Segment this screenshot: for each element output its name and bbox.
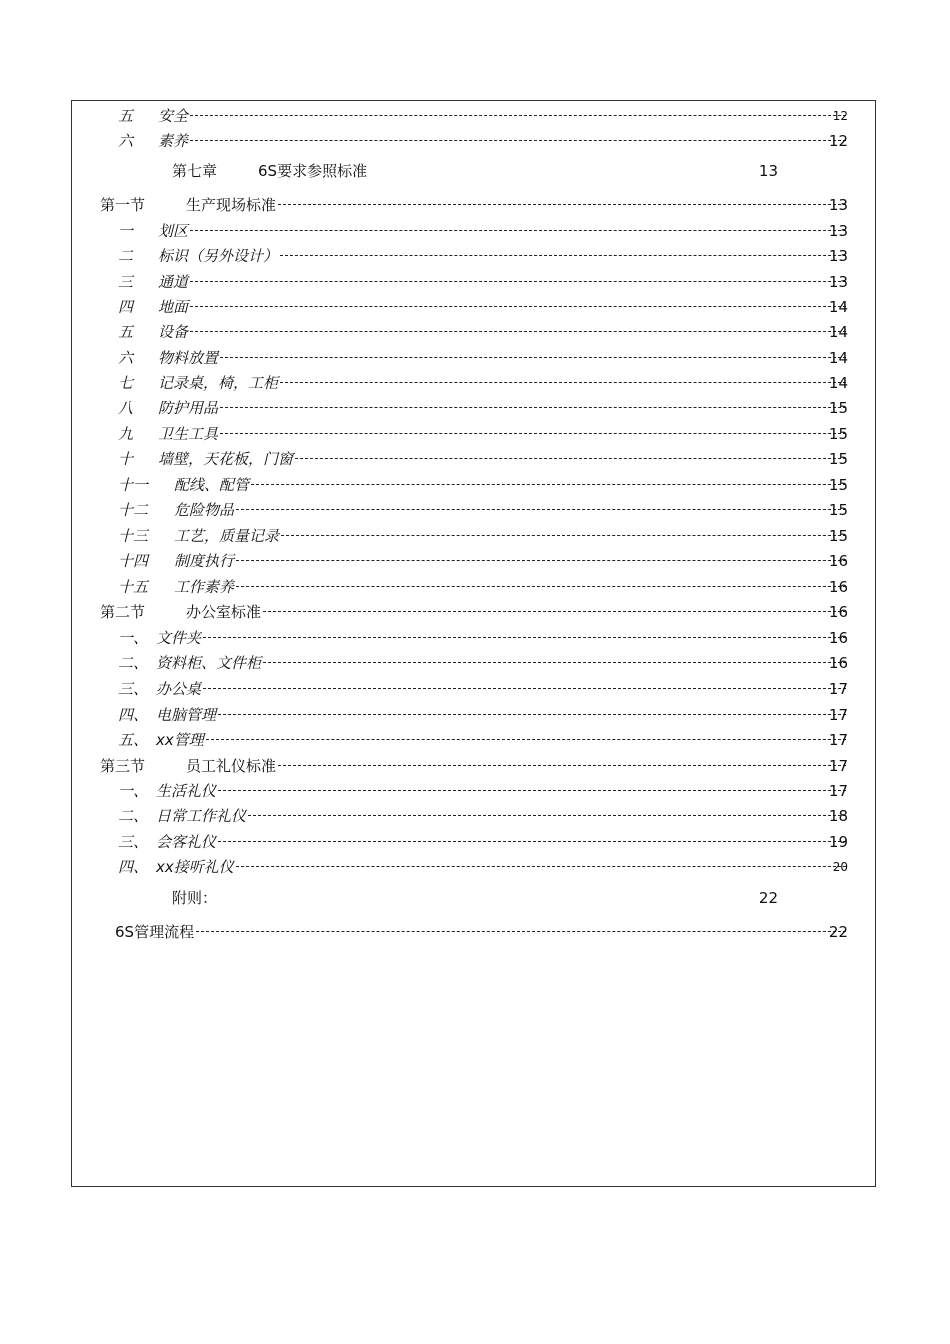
toc-entry[interactable] <box>0 626 950 650</box>
toc-entry-title: 生产现场标准 <box>186 196 277 214</box>
toc-page-number: 13 <box>828 222 848 240</box>
dot-leader <box>280 255 846 256</box>
toc-entry[interactable] <box>0 447 950 471</box>
toc-entry-label <box>118 626 201 650</box>
toc-entry-label <box>118 651 261 675</box>
toc-entry-label <box>118 396 218 420</box>
toc-entry-number: 九 <box>118 425 134 443</box>
toc-entry[interactable] <box>0 677 950 701</box>
toc-entry-title: 设备 <box>158 323 189 341</box>
toc-entry[interactable] <box>0 371 950 395</box>
toc-page-number: 15 <box>828 476 848 494</box>
toc-entry[interactable] <box>0 498 950 522</box>
toc-page-number: 16 <box>828 603 848 621</box>
toc-entry-title: 危险物品 <box>174 501 235 519</box>
toc-page-number: 13 <box>828 273 848 291</box>
toc-entry-number: 三、 <box>118 680 149 698</box>
toc-page-number: 15 <box>828 450 848 468</box>
toc-entry-title: 6S要求参照标准 <box>258 162 368 180</box>
toc-heading[interactable] <box>0 159 950 183</box>
toc-entry-title: 日常工作礼仪 <box>156 807 247 825</box>
toc-entry-number: 五 <box>118 107 134 125</box>
dot-leader <box>190 331 846 332</box>
toc-entry[interactable] <box>0 320 950 344</box>
toc-entry-number: 第二节 <box>100 603 146 621</box>
toc-entry-number: 二、 <box>118 654 149 672</box>
toc-entry-title: 员工礼仪标准 <box>186 757 277 775</box>
toc-page-number: 17 <box>828 706 848 724</box>
toc-entry-label <box>118 295 188 319</box>
toc-entry-number: 六 <box>118 349 134 367</box>
toc-entry[interactable] <box>0 600 950 624</box>
toc-page-number: 14 <box>828 349 848 367</box>
dot-leader <box>248 815 846 816</box>
toc-page-number: 15 <box>828 527 848 545</box>
dot-leader <box>196 931 846 932</box>
toc-entry-label <box>118 270 188 294</box>
toc-page-number: 15 <box>828 399 848 417</box>
toc-entry-label <box>100 193 276 217</box>
toc-entry-title: 安全 <box>158 107 189 125</box>
toc-page-number: 16 <box>828 629 848 647</box>
toc-entry-title: 生活礼仪 <box>156 782 217 800</box>
toc-page-number: 17 <box>828 680 848 698</box>
toc-entry-number: 五、 <box>118 731 149 749</box>
toc-entry-number: 五 <box>118 323 134 341</box>
dot-leader <box>190 115 846 116</box>
toc-entry-label <box>100 600 261 624</box>
dot-leader <box>295 458 846 459</box>
dot-leader <box>190 140 846 141</box>
toc-entry-label <box>118 677 201 701</box>
toc-entry-title: 电脑管理 <box>156 706 217 724</box>
toc-entry-label <box>118 371 278 395</box>
toc-entry-label <box>118 855 234 879</box>
toc-entry-number: 第三节 <box>100 757 146 775</box>
toc-entry-title: xx管理 <box>156 731 204 749</box>
toc-entry-title: 物料放置 <box>158 349 219 367</box>
toc-entry-title: xx接听礼仪 <box>156 858 234 876</box>
toc-entry-label <box>118 422 218 446</box>
toc-page-number: 14 <box>828 298 848 316</box>
toc-entry-title: 办公室标准 <box>186 603 262 621</box>
toc-entry-number: 十 <box>118 450 134 468</box>
toc-page-number: 15 <box>828 501 848 519</box>
toc-entry[interactable] <box>0 270 950 294</box>
toc-entry[interactable] <box>0 728 950 752</box>
toc-entry-label <box>118 129 188 153</box>
toc-page-number: 16 <box>828 552 848 570</box>
toc-entry-number: 三 <box>118 273 134 291</box>
toc-page-number: 17 <box>828 731 848 749</box>
dot-leader <box>236 560 846 561</box>
toc-page-number: 13 <box>828 196 848 214</box>
toc-entry-title: 记录桌，椅，工柜 <box>158 374 279 392</box>
toc-entry-number: 十四 <box>118 552 149 570</box>
toc-page-number: 17 <box>828 757 848 775</box>
dot-leader <box>280 382 846 383</box>
toc-entry[interactable] <box>0 193 950 217</box>
toc-entry-number: 七 <box>118 374 134 392</box>
toc-entry-label <box>118 447 293 471</box>
toc-entry-title: 防护用品 <box>158 399 219 417</box>
toc-entry-number: 三、 <box>118 833 149 851</box>
toc-entry-number: 十二 <box>118 501 149 519</box>
toc-page-number: 14 <box>828 323 848 341</box>
toc-entry-number: 一、 <box>118 629 149 647</box>
toc-entry-title: 划区 <box>158 222 189 240</box>
toc-entry-label <box>118 804 246 828</box>
toc-page-number: 14 <box>828 374 848 392</box>
toc-entry-title: 制度执行 <box>174 552 235 570</box>
toc-page-number: 22 <box>758 889 778 907</box>
toc-entry-title: 卫生工具 <box>158 425 219 443</box>
dot-leader <box>278 765 846 766</box>
toc-entry-title: 6S管理流程 <box>115 923 195 941</box>
toc-entry-number: 六 <box>118 132 134 150</box>
toc-entry[interactable] <box>0 549 950 573</box>
dot-leader <box>236 866 846 867</box>
dot-leader <box>263 662 846 663</box>
toc-entry-label <box>118 549 234 573</box>
toc-entry-label <box>172 886 217 910</box>
toc-entry-title: 通道 <box>158 273 189 291</box>
toc-page-number: 22 <box>828 923 848 941</box>
toc-entry-number: 四 <box>118 298 134 316</box>
dot-leader <box>190 281 846 282</box>
toc-page-number: 13 <box>758 162 778 180</box>
toc-entry-number: 十五 <box>118 578 149 596</box>
dot-leader <box>281 535 846 536</box>
toc-entry-label <box>118 575 234 599</box>
toc-entry-number: 八 <box>118 399 134 417</box>
toc-page-number: 12 <box>832 109 848 123</box>
toc-entry[interactable] <box>0 754 950 778</box>
toc-entry[interactable] <box>0 422 950 446</box>
toc-entry[interactable] <box>0 129 950 153</box>
toc-entry-title: 标识（另外设计） <box>158 247 279 265</box>
toc-entry-label <box>118 779 216 803</box>
toc-entry[interactable] <box>0 920 950 944</box>
toc-page-number: 16 <box>828 578 848 596</box>
toc-entry-title: 资料柜、文件柜 <box>156 654 262 672</box>
toc-entry[interactable] <box>0 244 950 268</box>
toc-entry-title: 工作素养 <box>174 578 235 596</box>
toc-page-number: 20 <box>832 860 848 874</box>
toc-entry-label <box>118 244 278 268</box>
dot-leader <box>218 841 846 842</box>
toc-heading[interactable] <box>0 886 950 910</box>
toc-entry[interactable] <box>0 703 950 727</box>
dot-leader <box>236 509 846 510</box>
dot-leader <box>263 611 846 612</box>
toc-entry-label <box>118 473 249 497</box>
toc-page-number: 18 <box>828 807 848 825</box>
toc-entry-number: 第七章 <box>172 162 218 180</box>
toc-entry-label <box>118 320 188 344</box>
dot-leader <box>190 306 846 307</box>
toc-entry[interactable] <box>0 219 950 243</box>
toc-entry[interactable] <box>0 524 950 548</box>
toc-entry[interactable] <box>0 575 950 599</box>
toc-entry-number: 十一 <box>118 476 149 494</box>
toc-page-number: 17 <box>828 782 848 800</box>
toc-entry-label <box>100 754 276 778</box>
toc-entry-number: 第一节 <box>100 196 146 214</box>
toc-entry[interactable] <box>0 346 950 370</box>
toc-entry-label <box>118 524 279 548</box>
toc-page-number: 12 <box>828 132 848 150</box>
dot-leader <box>236 586 846 587</box>
dot-leader <box>206 739 846 740</box>
dot-leader <box>251 484 846 485</box>
toc-entry-title: 办公桌 <box>156 680 202 698</box>
toc-entry-title: 地面 <box>158 298 189 316</box>
toc-entry-title: 素养 <box>158 132 189 150</box>
toc-entry-title: 配线、配管 <box>174 476 250 494</box>
dot-leader <box>190 230 846 231</box>
toc-entry-number: 四、 <box>118 858 149 876</box>
toc-entry-label <box>172 159 367 183</box>
toc-entry-label <box>118 346 218 370</box>
toc-entry-title: 墙壁，天花板，门窗 <box>158 450 294 468</box>
toc-entry[interactable] <box>0 295 950 319</box>
dot-leader <box>220 433 846 434</box>
toc-entry-number: 一、 <box>118 782 149 800</box>
toc-entry-title: 会客礼仪 <box>156 833 217 851</box>
toc-entry-title: 附则： <box>172 889 218 907</box>
toc-entry-label <box>118 830 216 854</box>
toc-entry[interactable] <box>0 473 950 497</box>
toc-entry-label <box>118 104 188 128</box>
dot-leader <box>218 790 846 791</box>
dot-leader <box>203 688 846 689</box>
toc-entry-label <box>118 219 188 243</box>
toc-entry-number: 二、 <box>118 807 149 825</box>
toc-entry[interactable] <box>0 651 950 675</box>
toc-entry-label <box>118 703 216 727</box>
toc-entry[interactable] <box>0 855 950 879</box>
toc-page-number: 16 <box>828 654 848 672</box>
toc-entry-number: 四、 <box>118 706 149 724</box>
toc-entry-title: 工艺，质量记录 <box>174 527 280 545</box>
dot-leader <box>218 714 846 715</box>
dot-leader <box>220 357 846 358</box>
toc-entry[interactable] <box>0 804 950 828</box>
toc-entry-label <box>118 728 204 752</box>
dot-leader <box>220 407 846 408</box>
toc-page-number: 13 <box>828 247 848 265</box>
toc-entry-label <box>115 920 194 944</box>
toc-entry[interactable] <box>0 104 950 128</box>
dot-leader <box>278 204 846 205</box>
toc-page-number: 15 <box>828 425 848 443</box>
toc-entry-label <box>118 498 234 522</box>
toc-entry-title: 文件夹 <box>156 629 202 647</box>
toc-entry-number: 二 <box>118 247 134 265</box>
toc-entry-number: 一 <box>118 222 134 240</box>
toc-entry[interactable] <box>0 779 950 803</box>
toc-entry-number: 十三 <box>118 527 149 545</box>
toc-entry[interactable] <box>0 830 950 854</box>
toc-entry[interactable] <box>0 396 950 420</box>
toc-page-number: 19 <box>828 833 848 851</box>
dot-leader <box>203 637 846 638</box>
